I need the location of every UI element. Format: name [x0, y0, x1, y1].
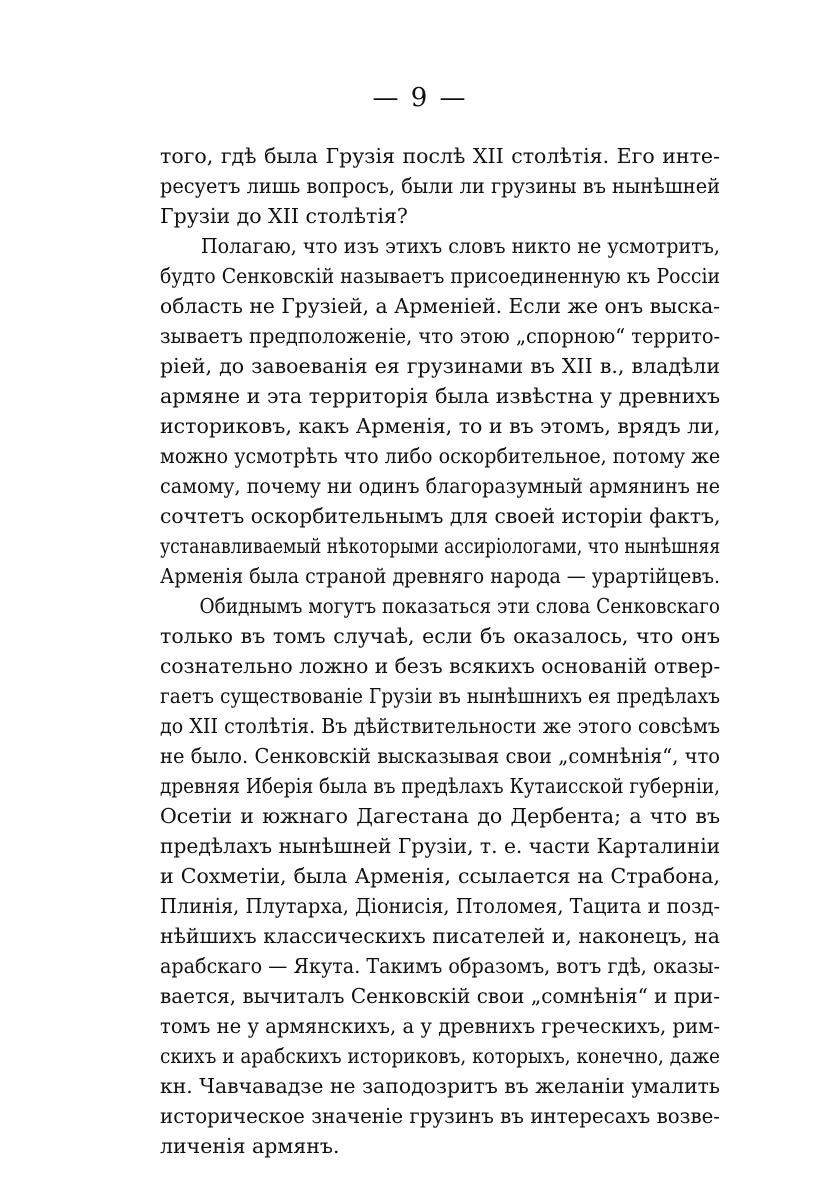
text-line: томъ не у армянскихъ, а у древнихъ греческихъ, рим-	[160, 1014, 720, 1038]
text-line: зываетъ предположеніе, что этою „спорною“ террито-	[160, 324, 721, 348]
text-line: и Сохметіи, была Арменія, ссылается на Страбона,	[160, 864, 720, 888]
text-line: вается, вычиталъ Сенковскій свои „сомнѣнія“ и при-	[160, 984, 720, 1008]
text-line: гаетъ существованіе Грузіи въ нынѣшнихъ ея предѣлахъ	[160, 684, 720, 708]
text-line: Плинія, Плутарха, Діонисія, Птоломея, Тацита и позд-	[160, 894, 721, 918]
text-line: будто Сенковскій называетъ присоединенную къ Россіи	[160, 264, 720, 288]
text-line: личенія армянъ.	[160, 1134, 340, 1158]
text-line: не было. Сенковскій высказывая свои „сомнѣнія“, что	[160, 744, 721, 768]
page-number: — 9 —	[372, 83, 468, 113]
paragraph-start-line: Обиднымъ могутъ показаться эти слова Сенковскаго	[199, 594, 721, 618]
text-line: Грузіи до XII столѣтія?	[160, 204, 408, 228]
text-line: можно усмотрѣть что либо оскорбительное, потому же	[160, 444, 721, 468]
text-line: ресуетъ лишь вопросъ, были ли грузины въ нынѣшней	[160, 174, 721, 198]
text-line: историческое значеніе грузинъ въ интересахъ возве-	[160, 1104, 720, 1128]
text-line: кн. Чавчавадзе не заподозритъ въ желаніи умалить	[160, 1074, 720, 1098]
text-line: скихъ и арабскихъ историковъ, которыхъ, конечно, даже	[160, 1044, 720, 1068]
text-line: нѣйшихъ классическихъ писателей и, наконецъ, на	[160, 924, 720, 948]
paragraph-start-line: Полагаю, что изъ этихъ словъ никто не усмотритъ,	[200, 234, 721, 258]
body-text	[160, 141, 720, 1161]
text-line: армяне и эта территорія была извѣстна у древнихъ	[160, 384, 720, 408]
text-line: сознательно ложно и безъ всякихъ основаній отвер-	[160, 654, 721, 678]
text-line: ріей, до завоеванія ея грузинами въ XII в., владѣли	[160, 354, 720, 378]
text-line: историковъ, какъ Арменія, то и въ этомъ, врядъ ли,	[160, 414, 721, 438]
text-line: арабскаго — Якута. Такимъ образомъ, вотъ гдѣ, оказы-	[160, 954, 720, 978]
text-line: область не Грузіей, а Арменіей. Если же онъ выска-	[160, 294, 721, 318]
text-line: предѣлахъ нынѣшней Грузіи, т. е. части Карталиніи	[160, 834, 721, 858]
text-line: самому, почему ни одинъ благоразумный армянинъ не	[160, 474, 721, 498]
text-line: древняя Иберія была въ предѣлахъ Кутаисской губерніи,	[160, 774, 721, 798]
text-line: того, гдѣ была Грузія послѣ XII столѣтія. Его инте-	[160, 144, 720, 168]
text-line: устанавливаемый нѣкоторыми ассиріологами, что нынѣшняя	[160, 534, 721, 558]
text-line: сочтетъ оскорбительнымъ для своей исторіи фактъ,	[160, 504, 721, 528]
text-line: только въ томъ случаѣ, если бъ оказалось, что онъ	[160, 624, 720, 648]
text-line: Арменія была страной древняго народа — урартійцевъ.	[160, 564, 721, 588]
text-line: до XII столѣтія. Въ дѣйствительности же этого совсѣмъ	[160, 714, 720, 738]
text-line: Осетіи и южнаго Дагестана до Дербента; а что въ	[160, 804, 720, 828]
